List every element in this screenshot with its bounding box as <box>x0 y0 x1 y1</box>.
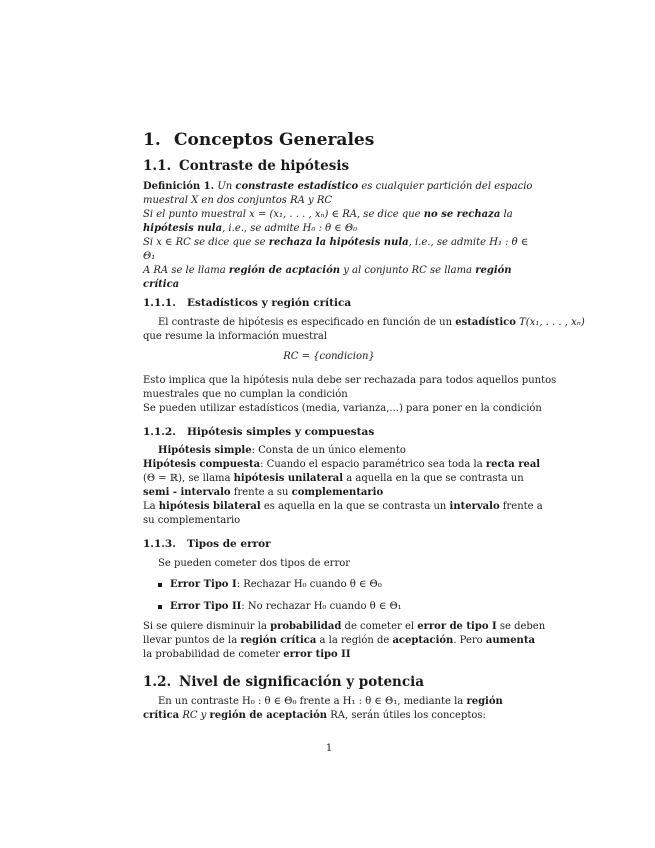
list-item-label: Error Tipo II <box>170 601 242 612</box>
term: región <box>466 696 503 707</box>
term: no se rechaza <box>423 209 501 220</box>
text: . Pero <box>453 635 486 646</box>
term: hipótesis unilateral <box>233 473 344 484</box>
subsubsection-number: 1.1.2. <box>143 426 176 438</box>
text: llevar puntos de la <box>143 635 241 646</box>
list-item-error-2 <box>143 600 402 614</box>
term: error tipo II <box>283 649 351 660</box>
term: intervalo <box>449 501 500 512</box>
paragraph-hipotesis <box>143 444 543 528</box>
text: El contraste de hipótesis es especificado en función de un <box>158 317 456 328</box>
error-list <box>143 578 402 614</box>
text: (Θ = ℝ), se llama <box>143 473 234 484</box>
section-heading-1 <box>143 130 374 150</box>
text-line: que resume la información muestral <box>143 331 328 342</box>
list-item-text: : No rechazar H₀ cuando θ ∈ Θ₁ <box>241 601 402 612</box>
text: la <box>500 209 513 220</box>
text: se deben <box>496 621 546 632</box>
text-line <box>143 620 545 634</box>
term: Hipótesis compuesta <box>143 459 261 470</box>
page-number: 1 <box>325 743 333 754</box>
term: constraste estadístico <box>235 181 359 192</box>
text: de cometer el <box>341 621 418 632</box>
paragraph-nivel <box>143 695 503 723</box>
term: región crítica <box>240 635 317 646</box>
text: Si el punto muestral x = (x₁, . . . , xₙ) ∈ RA, se dice que <box>143 209 424 220</box>
text-line <box>143 444 543 458</box>
term: estadístico <box>455 317 516 328</box>
subsubsection-heading-1-1-3 <box>143 538 271 550</box>
text: En un contraste H₀ : θ ∈ Θ₀ frente a H₁ : θ ∈ Θ₁, mediante la <box>158 696 467 707</box>
text: a la región de <box>316 635 393 646</box>
definition-line-1 <box>143 180 532 194</box>
term: aumenta <box>485 635 535 646</box>
text-line: Se pueden utilizar estadísticos (media, varianza,...) para poner en la condición <box>143 403 542 414</box>
text: RA, serán útiles los conceptos: <box>327 710 486 721</box>
subsubsection-number: 1.1.3. <box>143 538 176 550</box>
term: probabilidad <box>270 621 342 632</box>
subsection-heading-1-1 <box>143 158 349 174</box>
subsubsection-heading-1-1-1 <box>143 297 351 309</box>
text: la probabilidad de cometer <box>143 649 284 660</box>
definition-line-4 <box>143 222 532 236</box>
list-item-error-1 <box>143 578 402 592</box>
text: A RA se le llama <box>143 265 229 276</box>
term: región de acptación <box>228 265 341 276</box>
subsection-number: 1.2. <box>143 674 172 690</box>
term: complementario <box>291 487 384 498</box>
section-number: 1. <box>143 130 161 150</box>
subsection-title: Nivel de significación y potencia <box>179 674 424 690</box>
paragraph-implica <box>143 374 556 416</box>
definition-line-6: Θ₁ <box>143 251 156 262</box>
paragraph-tipos-intro: Se pueden cometer dos tipos de error <box>158 558 351 569</box>
definition-line-2: muestral X en dos conjuntos RA y RC <box>143 195 333 206</box>
term: aceptación <box>392 635 454 646</box>
term: semi - intervalo <box>143 487 231 498</box>
subsubsection-title: Tipos de error <box>187 538 271 550</box>
text-line: muestrales que no cumplan la condición <box>143 389 348 400</box>
list-item-label: Error Tipo I <box>170 579 237 590</box>
formula-rc: RC = {condicion} <box>283 351 375 362</box>
text: : Cuando el espacio paramétrico sea toda la <box>260 459 486 470</box>
text: , i.e., se admite H₀ : θ ∈ Θ₀ <box>222 223 358 234</box>
text: RC y <box>179 710 210 721</box>
paragraph-probabilidad <box>143 620 545 662</box>
subsubsection-title: Hipótesis simples y compuestas <box>187 426 375 438</box>
bullet-icon <box>158 583 162 587</box>
subsection-number: 1.1. <box>143 158 172 174</box>
text-line <box>143 486 543 500</box>
term: crítica <box>143 710 180 721</box>
text: a aquella en la que se contrasta un <box>343 473 524 484</box>
text-line <box>143 458 543 472</box>
definition-block <box>143 180 532 292</box>
term: hipótesis bilateral <box>158 501 261 512</box>
definition-line-7 <box>143 264 532 278</box>
text-line: su complementario <box>143 515 241 526</box>
text: Un <box>217 181 236 192</box>
text-line <box>143 695 503 709</box>
text: Si se quiere disminuir la <box>143 621 271 632</box>
text-line <box>143 500 543 514</box>
paragraph-estadistico <box>143 316 585 344</box>
text: y al conjunto RC se llama <box>340 265 476 276</box>
subsubsection-heading-1-1-2 <box>143 426 374 438</box>
definition-head: Definición 1. <box>143 181 215 192</box>
section-title: Conceptos Generales <box>174 130 375 150</box>
subsubsection-title: Estadísticos y región crítica <box>187 297 352 309</box>
error-types-list <box>143 578 402 614</box>
text-line <box>143 648 545 662</box>
text-line <box>143 316 585 330</box>
subsection-heading-1-2 <box>143 674 424 690</box>
term: región <box>475 265 512 276</box>
list-item-text: : Rechazar H₀ cuando θ ∈ Θ₀ <box>236 579 382 590</box>
term: recta real <box>485 459 541 470</box>
text-line <box>143 472 543 486</box>
bullet-icon <box>158 605 162 609</box>
text: Si x ∈ RC se dice que se <box>143 237 269 248</box>
text: frente a su <box>230 487 292 498</box>
text: es aquella en la que se contrasta un <box>260 501 450 512</box>
text-line: Esto implica que la hipótesis nula debe ser rechazada para todos aquellos puntos <box>143 375 557 386</box>
text-line <box>143 634 545 648</box>
subsubsection-number: 1.1.1. <box>143 297 176 309</box>
definition-line-3 <box>143 208 532 222</box>
math: T(x₁, . . . , xₙ) <box>515 317 585 328</box>
definition-line-8: crítica <box>143 279 180 290</box>
term: hipótesis nula <box>143 223 223 234</box>
term: error de tipo I <box>417 621 497 632</box>
text: es cualquier partición del espacio <box>358 181 533 192</box>
text: frente a <box>499 501 543 512</box>
subsection-title: Contraste de hipótesis <box>179 158 350 174</box>
text: La <box>143 501 159 512</box>
text-line <box>143 709 503 723</box>
text: , i.e., se admite H₁ : θ ∈ <box>408 237 529 248</box>
text: : Consta de un único elemento <box>251 445 406 456</box>
term: Hipótesis simple <box>158 445 252 456</box>
term: rechaza la hipótesis nula <box>268 237 409 248</box>
term: región de aceptación <box>209 710 328 721</box>
definition-line-5 <box>143 236 532 250</box>
